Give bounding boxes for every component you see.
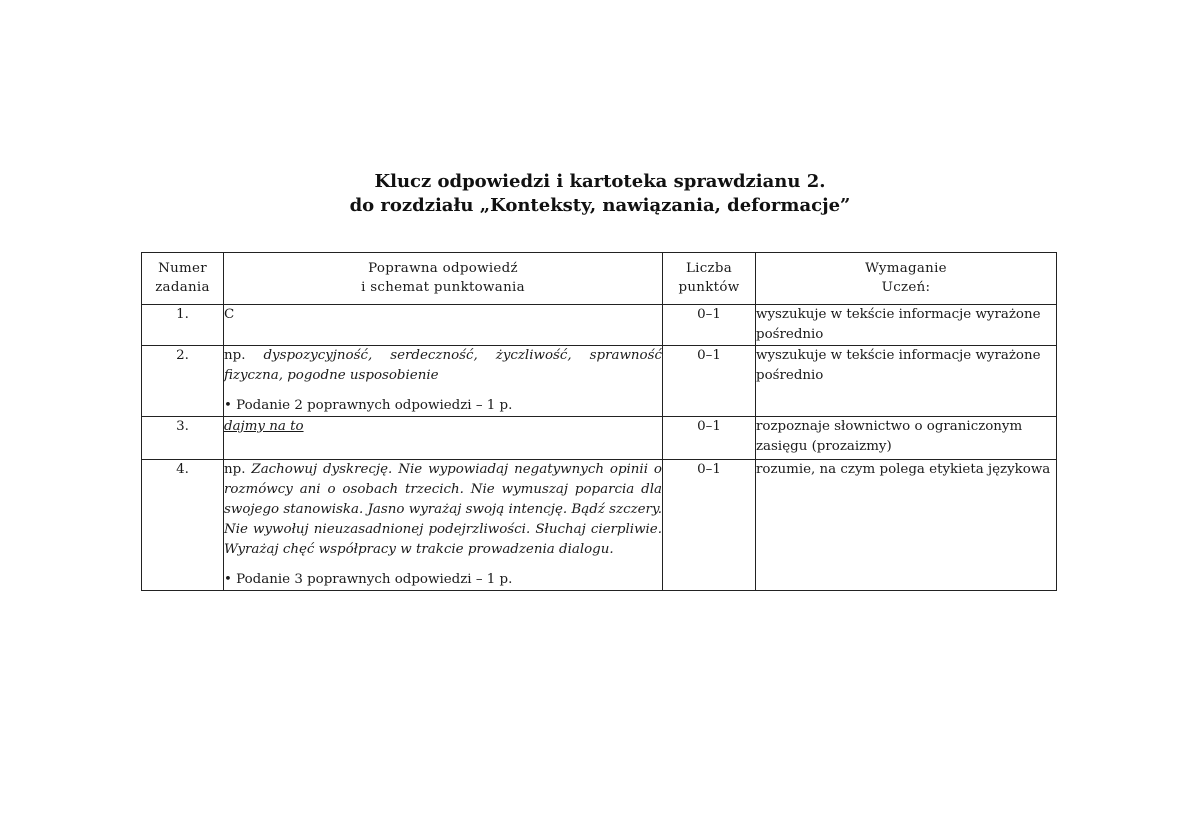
header-points: Liczba punktów bbox=[663, 253, 756, 305]
answer-text: C bbox=[224, 307, 235, 322]
answer-text: dajmy na to bbox=[224, 419, 304, 434]
header-requirement: Wymaganie Uczeń: bbox=[756, 253, 1057, 305]
table-row bbox=[142, 305, 1057, 346]
header-number: Numer zadania bbox=[142, 253, 224, 305]
task-requirement: wyszukuje w tekście informacje wyrażone pośrednio bbox=[756, 305, 1057, 346]
answer-prefix: np. bbox=[224, 462, 246, 477]
task-points: 0–1 bbox=[663, 305, 756, 346]
answer-block bbox=[224, 346, 662, 386]
title-line-2: do rozdziału „Konteksty, nawiązania, deformacje” bbox=[349, 195, 851, 216]
document-title bbox=[0, 170, 1200, 218]
task-requirement: rozumie, na czym polega etykieta językowa bbox=[756, 460, 1057, 591]
header-answer: Poprawna odpowiedź i schemat punktowania bbox=[224, 253, 663, 305]
task-number: 4. bbox=[142, 460, 224, 591]
task-number: 3. bbox=[142, 417, 224, 460]
task-answer bbox=[224, 305, 663, 346]
task-answer bbox=[224, 417, 663, 460]
task-points: 0–1 bbox=[663, 417, 756, 460]
task-points: 0–1 bbox=[663, 460, 756, 591]
task-requirement: wyszukuje w tekście informacje wyrażone pośrednio bbox=[756, 346, 1057, 417]
answer-prefix: np. bbox=[224, 348, 246, 363]
scoring-rule: • Podanie 3 poprawnych odpowiedzi – 1 p. bbox=[224, 572, 513, 587]
table-row bbox=[142, 460, 1057, 591]
task-answer bbox=[224, 346, 663, 417]
title-line-1: Klucz odpowiedzi i kartoteka sprawdzianu 2. bbox=[374, 171, 826, 192]
answer-text: dyspozycyjność, serdeczność, życzliwość, sprawność fizyczna, pogodne usposobienie bbox=[224, 348, 662, 383]
table-row bbox=[142, 346, 1057, 417]
table-header-row bbox=[142, 253, 1057, 305]
scoring-rule: • Podanie 2 poprawnych odpowiedzi – 1 p. bbox=[224, 398, 513, 413]
task-points: 0–1 bbox=[663, 346, 756, 417]
answer-text: Zachowuj dyskrecję. Nie wypowiadaj negatywnych opinii o rozmówcy ani o osobach trzecich. Nie wymuszaj poparcia dla swojego stanowiska. Jasno wyrażaj swoją intencję. Bądź szczery. Nie wywołuj nieuzasadnionej podejrzliwości. Słuchaj cierpliwie. Wyrażaj chęć współpracy w trakcie prowadzenia dialogu. bbox=[224, 462, 662, 557]
table-row bbox=[142, 417, 1057, 460]
answer-block bbox=[224, 460, 662, 560]
answer-key-table bbox=[141, 252, 1057, 591]
task-number: 2. bbox=[142, 346, 224, 417]
task-number: 1. bbox=[142, 305, 224, 346]
task-requirement: rozpoznaje słownictwo o ograniczonym zasięgu (prozaizmy) bbox=[756, 417, 1057, 460]
task-answer bbox=[224, 460, 663, 591]
